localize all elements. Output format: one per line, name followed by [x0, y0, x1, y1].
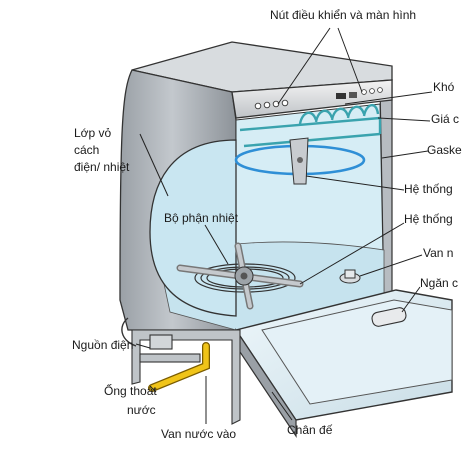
- control-button: [370, 89, 375, 94]
- control-button: [362, 90, 367, 95]
- label-insulation-line3: điện/ nhiệt: [74, 160, 130, 174]
- label-lock: Khó: [433, 80, 455, 94]
- label-drain-pipe-line1: Ống thoát: [104, 384, 157, 398]
- label-insulation-line2: cách: [74, 143, 100, 157]
- label-spray-system-lower: Hệ thống: [404, 212, 453, 226]
- control-button: [264, 102, 270, 108]
- label-control-panel: Nút điều khiển và màn hình: [270, 8, 417, 22]
- control-button: [273, 101, 279, 107]
- label-detergent-drawer: Ngăn c: [420, 276, 459, 290]
- label-water-inlet-valve: Van nước vào: [161, 427, 237, 441]
- label-power-supply: Nguồn điện: [72, 338, 134, 352]
- label-heating-element: Bộ phận nhiệt: [164, 211, 239, 225]
- label-rack: Giá c: [431, 112, 460, 126]
- label-drain-pipe-line2: nước: [127, 403, 156, 417]
- drain-pipe: [152, 346, 206, 388]
- control-button: [282, 100, 288, 106]
- display-screen: [336, 93, 346, 99]
- display-screen: [349, 92, 357, 98]
- label-spray-system-upper: Hệ thống: [404, 182, 453, 196]
- label-insulation-line1: Lớp vỏ: [74, 126, 112, 140]
- label-base: Chân đế: [287, 423, 333, 437]
- label-valve: Van n: [423, 246, 454, 260]
- control-button: [378, 88, 383, 93]
- control-button: [255, 103, 261, 109]
- label-gasket: Gaske: [427, 143, 462, 157]
